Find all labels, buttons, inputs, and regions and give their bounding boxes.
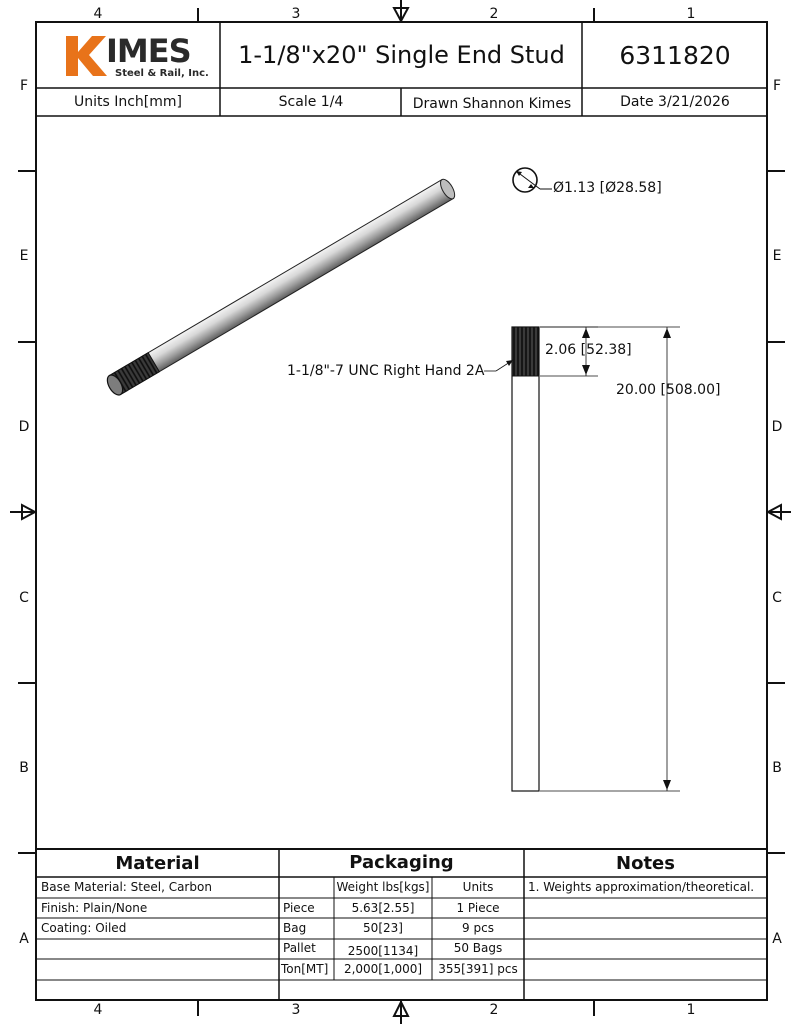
packaging-row-label: Pallet bbox=[283, 941, 316, 955]
zone-col-2-top: 2 bbox=[489, 6, 499, 22]
zone-col-3-bottom: 3 bbox=[291, 1002, 301, 1018]
total-length-label: 20.00 [508.00] bbox=[616, 382, 721, 398]
zone-row-b-left: B bbox=[19, 760, 29, 776]
material-row-coating: Coating: Oiled bbox=[41, 921, 127, 935]
part-number: 6311820 bbox=[619, 40, 731, 70]
packaging-row-weight: 50[23] bbox=[363, 921, 403, 935]
packaging-col-units: Units bbox=[462, 880, 494, 894]
zone-row-a-right: A bbox=[772, 931, 782, 947]
packaging-header: Packaging bbox=[349, 851, 454, 873]
material-row-finish: Finish: Plain/None bbox=[41, 901, 148, 915]
packaging-row-units: 355[391] pcs bbox=[438, 962, 518, 976]
end-view-circle bbox=[513, 168, 552, 192]
thread-leader bbox=[484, 360, 513, 371]
thread-spec-label: 1-1/8"-7 UNC Right Hand 2A bbox=[287, 363, 485, 379]
drawing-title: 1-1/8"x20" Single End Stud bbox=[238, 41, 565, 69]
drawn-by-label: Drawn Shannon Kimes bbox=[412, 96, 572, 112]
zone-row-d-left: D bbox=[18, 419, 30, 435]
units-label: Units Inch[mm] bbox=[73, 94, 182, 110]
notes-header: Notes bbox=[616, 853, 675, 874]
zone-row-c-left: C bbox=[19, 590, 29, 606]
zone-col-3-top: 3 bbox=[291, 6, 301, 22]
zone-row-b-right: B bbox=[772, 760, 782, 776]
packaging-row-label: Piece bbox=[283, 901, 315, 915]
packaging-row-weight: 2500[1134] bbox=[347, 944, 419, 958]
thread-length-label: 2.06 [52.38] bbox=[545, 342, 632, 358]
material-header: Material bbox=[115, 853, 200, 874]
zone-row-e-left: E bbox=[19, 248, 29, 264]
scale-label: Scale 1/4 bbox=[278, 94, 344, 110]
packaging-row-units: 9 pcs bbox=[462, 921, 494, 935]
zone-row-f-right: F bbox=[772, 78, 782, 94]
zone-col-1-top: 1 bbox=[686, 6, 696, 22]
packaging-row-units: 50 Bags bbox=[453, 941, 503, 955]
packaging-row-label: Bag bbox=[283, 921, 307, 935]
side-view-stud bbox=[512, 327, 539, 791]
zone-row-e-right: E bbox=[772, 248, 782, 264]
svg-text:Steel & Rail, Inc.: Steel & Rail, Inc. bbox=[115, 68, 209, 79]
zone-row-f-left: F bbox=[19, 78, 29, 94]
zone-col-2-bottom: 2 bbox=[489, 1002, 499, 1018]
packaging-row-units: 1 Piece bbox=[456, 901, 500, 915]
packaging-row-weight: 2,000[1,000] bbox=[343, 962, 423, 976]
zone-row-c-right: C bbox=[772, 590, 782, 606]
zone-row-a-left: A bbox=[19, 931, 29, 947]
packaging-col-weight: Weight lbs[kgs] bbox=[336, 880, 430, 894]
zone-col-4-top: 4 bbox=[93, 6, 103, 22]
date-label: Date 3/21/2026 bbox=[620, 94, 730, 110]
material-row-base: Base Material: Steel, Carbon bbox=[41, 880, 212, 894]
notes-row-1: 1. Weights approximation/theoretical. bbox=[528, 880, 755, 894]
zone-col-1-bottom: 1 bbox=[686, 1002, 696, 1018]
zone-row-d-right: D bbox=[771, 419, 783, 435]
zone-col-4-bottom: 4 bbox=[93, 1002, 103, 1018]
svg-text:IMES: IMES bbox=[106, 32, 191, 70]
diameter-label: Ø1.13 [Ø28.58] bbox=[553, 180, 662, 196]
packaging-row-weight: 5.63[2.55] bbox=[351, 901, 415, 915]
packaging-row-label: Ton[MT] bbox=[281, 962, 329, 976]
